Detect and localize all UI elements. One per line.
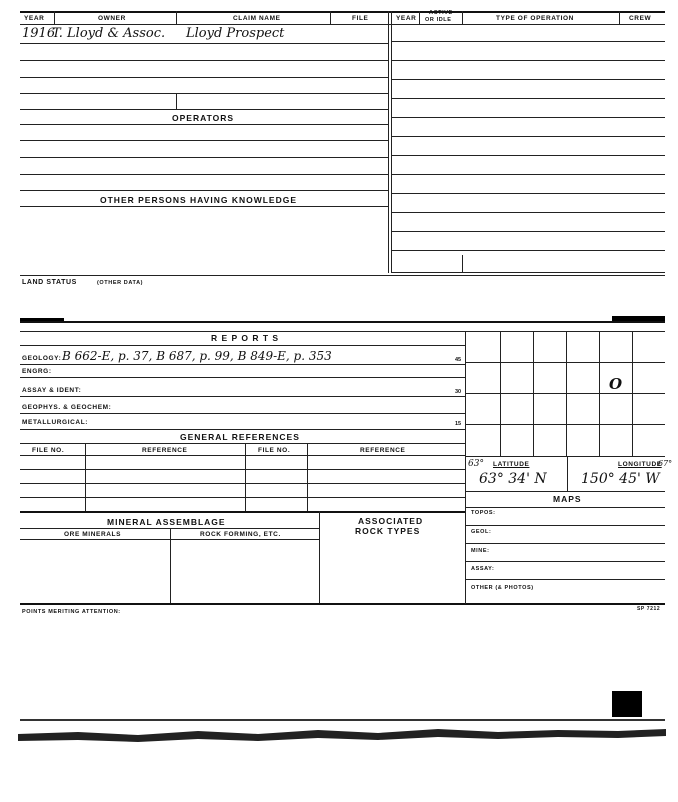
longitude-value: 150° 45' W [581, 471, 660, 487]
rock-types-label: ROCK TYPES [355, 526, 421, 536]
associated-label: ASSOCIATED [358, 516, 424, 526]
longitude-mark: 67° [658, 459, 673, 468]
col-claim-name: CLAIM NAME [233, 15, 281, 22]
maps-mine: MINE: [471, 548, 490, 554]
maps-title: MAPS [553, 494, 582, 504]
entry-claim-name: Lloyd Prospect [186, 26, 285, 41]
geology-value: B 662-E, p. 37, B 687, p. 99, B 849-E, p. 353 [62, 349, 332, 363]
geophys-label: GEOPHYS. & GEOCHEM: [22, 404, 112, 411]
col-type-of-operation: TYPE OF OPERATION [496, 15, 574, 22]
margin-45: 45 [455, 357, 462, 363]
latitude-label: LATITUDE [493, 461, 530, 468]
grid-location-mark: O [609, 375, 623, 393]
latitude-mark: 63° [468, 459, 484, 469]
operators-heading: OPERATORS [172, 113, 235, 123]
col-year: YEAR [24, 15, 45, 22]
general-references-title: GENERAL REFERENCES [180, 432, 300, 442]
maps-geol: GEOL: [471, 529, 492, 535]
assay-ident-label: ASSAY & IDENT: [22, 387, 82, 394]
col-file: FILE [352, 15, 369, 22]
land-status-label: LAND STATUS [22, 279, 77, 286]
col-file-no-2: FILE NO. [258, 447, 291, 454]
col-year-2: YEAR [396, 15, 417, 22]
metallurgical-label: METALLURGICAL: [22, 419, 89, 426]
engrg-label: ENGRG: [22, 368, 52, 375]
longitude-label: LONGITUDE [618, 461, 662, 468]
col-reference: REFERENCE [142, 447, 188, 454]
margin-30: 30 [455, 389, 462, 395]
form-number: SP 7212 [637, 606, 661, 612]
geology-label: GEOLOGY: [22, 355, 62, 362]
reports-title: R E P O R T S [211, 333, 280, 343]
col-file-no: FILE NO. [32, 447, 65, 454]
margin-15: 15 [455, 421, 462, 427]
entry-year: 1916 [22, 26, 56, 41]
col-rock-forming: ROCK FORMING, ETC. [200, 531, 281, 538]
col-active: ACTIVE [429, 10, 453, 16]
col-crew: CREW [629, 15, 652, 22]
maps-topos: TOPOS: [471, 510, 496, 516]
col-or-idle: OR IDLE [425, 17, 452, 23]
latitude-value: 63° 34' N [479, 471, 547, 487]
entry-owner: T. Lloyd & Assoc. [52, 26, 166, 41]
land-status-sub: (OTHER DATA) [97, 280, 144, 286]
col-reference-2: REFERENCE [360, 447, 406, 454]
other-persons-heading: OTHER PERSONS HAVING KNOWLEDGE [100, 195, 298, 205]
points-meriting-label: POINTS MERITING ATTENTION: [22, 609, 121, 615]
col-owner: OWNER [98, 15, 126, 22]
maps-assay: ASSAY: [471, 566, 495, 572]
maps-other: OTHER (& PHOTOS) [471, 585, 534, 591]
col-ore-minerals: ORE MINERALS [64, 531, 122, 538]
mineral-assemblage-title: MINERAL ASSEMBLAGE [107, 517, 226, 527]
